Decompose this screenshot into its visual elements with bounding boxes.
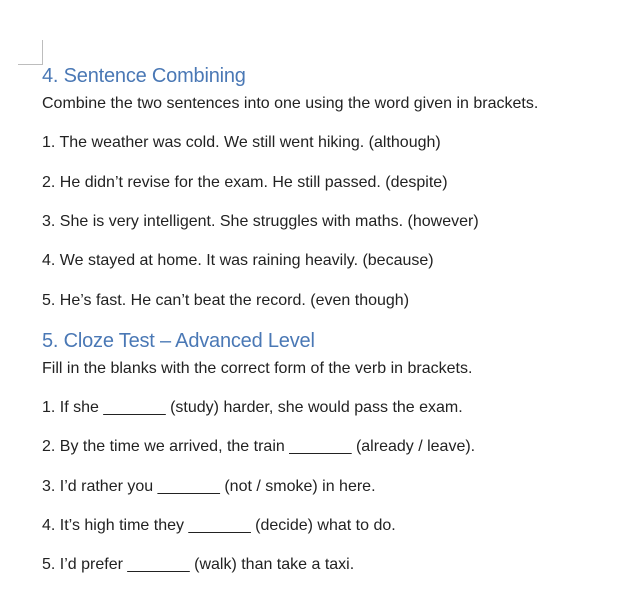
section-5-item-5: 5. I’d prefer _______ (walk) than take a taxi. [42,556,355,573]
section-5-item-2: 2. By the time we arrived, the train _______ (already / leave). [42,438,476,455]
section-4-item-1: 1. The weather was cold. We still went hiking. (although) [42,134,441,151]
section-4-item-2: 2. He didn’t revise for the exam. He still passed. (despite) [42,174,448,191]
section-4-instruction: Combine the two sentences into one using the word given in brackets. [42,95,539,112]
margin-crop-mark [18,40,43,65]
section-4-item-3: 3. She is very intelligent. She struggles with maths. (however) [42,213,479,230]
section-4-heading: 4. Sentence Combining [42,65,246,87]
section-5-item-3: 3. I’d rather you _______ (not / smoke) in here. [42,478,376,495]
section-5-item-1: 1. If she _______ (study) harder, she would pass the exam. [42,399,463,416]
section-5-item-4: 4. It’s high time they _______ (decide) what to do. [42,517,396,534]
section-5-heading: 5. Cloze Test – Advanced Level [42,330,315,352]
section-4-item-4: 4. We stayed at home. It was raining heavily. (because) [42,252,434,269]
section-4-item-5: 5. He’s fast. He can’t beat the record. (even though) [42,292,410,309]
section-5-instruction: Fill in the blanks with the correct form of the verb in brackets. [42,360,473,377]
